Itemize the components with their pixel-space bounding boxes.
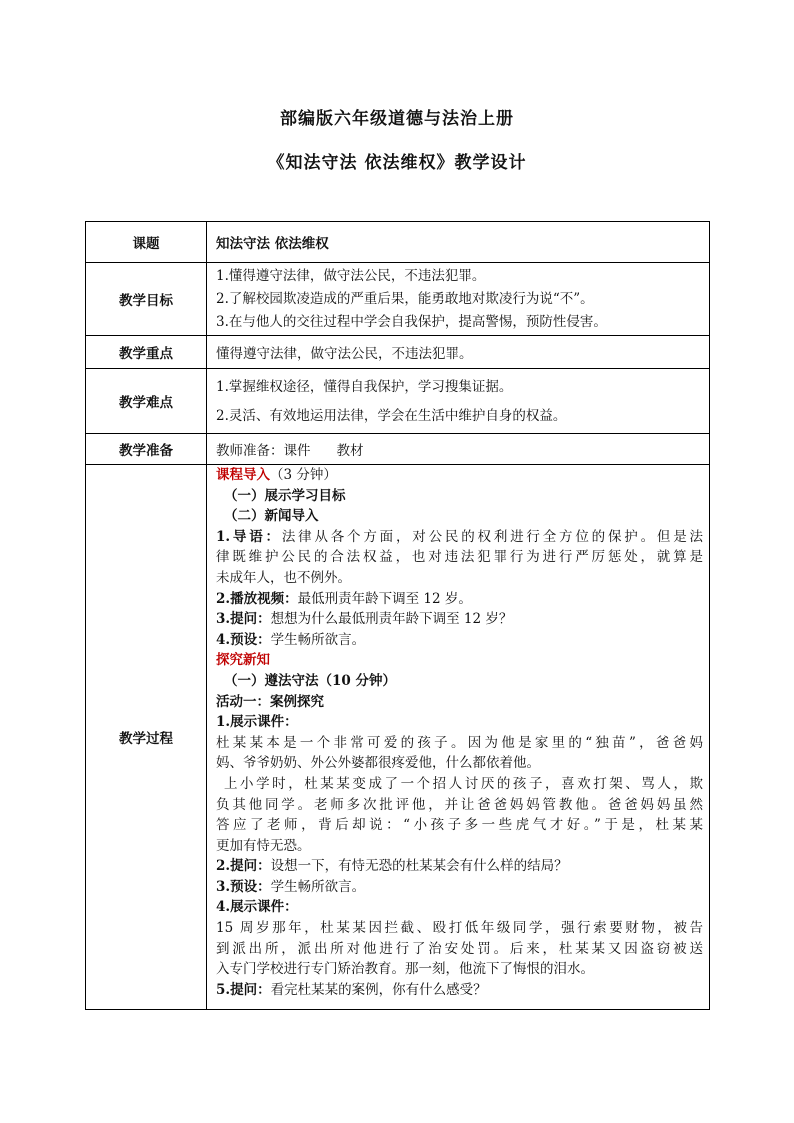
lesson-plan-table (85, 221, 710, 1010)
focus-label: 教学重点 (86, 336, 207, 369)
case-text: 入专门学校进行专门矫治教育。那一刻，他流下了悔恨的泪水。 (216, 961, 594, 978)
ask-label: 2.提问： (216, 858, 271, 875)
guide-text: 律既维护公民的合法权益，也对违法犯罪行为进行严厉惩处，就算是 (216, 549, 703, 566)
table-row-goals (86, 263, 710, 336)
ask-label: 3.提问： (216, 611, 271, 628)
ask-label: 5.提问： (216, 981, 271, 998)
preset-text: 学生畅所欲言。 (270, 878, 366, 895)
preset-label: 4.预设： (216, 631, 271, 648)
difficulty-content (207, 369, 710, 434)
ask-text: 想想为什么最低刑责年龄下调至 12 岁？ (270, 611, 513, 628)
process-content (207, 465, 710, 1010)
guide-text: 未成年人，也不例外。 (216, 569, 351, 586)
difficulty-label: 教学难点 (86, 369, 207, 434)
goals-content (207, 263, 710, 336)
prep-content (207, 434, 710, 465)
video-text: 最低刑责年龄下调至 12 岁。 (297, 590, 472, 607)
case-text: 负其他同学。老师多次批评他，并让爸爸妈妈管教他。爸爸妈妈虽然 (216, 796, 703, 813)
difficulty-item: 2.灵活、有效地运用法律，学会在生活中维护自身的权益。 (216, 408, 567, 424)
topic-value: 知法守法 依法维权 (207, 222, 710, 263)
difficulty-item: 1.掌握维权途径，懂得自我保护，学习搜集证据。 (216, 379, 513, 395)
table-row-focus (86, 336, 710, 369)
process-label: 教学过程 (86, 465, 207, 1010)
guide-text: 法律从各个方面，对公民的权利进行全方位的保护。但是法 (281, 528, 704, 545)
case-text: 答应了老师，背后却说：“小孩子多一些虎气才好。”于是，杜某某 (216, 817, 703, 834)
guide-label: 1.导语： (216, 528, 282, 545)
intro-heading: 课程导入 (216, 467, 270, 483)
focus-value: 懂得遵守法律，做守法公民，不违法犯罪。 (207, 336, 710, 369)
video-label: 2.播放视频： (216, 590, 298, 607)
document-subtitle: 《知法守法 依法维权》教学设计 (267, 153, 527, 173)
table-row-prep (86, 434, 710, 465)
topic-label: 课题 (86, 222, 207, 263)
prep-label: 教学准备 (86, 434, 207, 465)
table-row-topic (86, 222, 710, 263)
case-text: 上小学时，杜某某变成了一个招人讨厌的孩子，喜欢打架、骂人，欺 (224, 775, 703, 792)
show-slides-label: 4.展示课件： (216, 899, 298, 916)
intro-sub-news: （二）新闻导入 (224, 508, 319, 525)
goals-label: 教学目标 (86, 263, 207, 336)
goal-item: 3.在与他人的交往过程中学会自我保护，提高警惕，预防性侵害。 (216, 314, 607, 330)
ask-text: 看完杜某某的案例，你有什么感受？ (270, 981, 487, 998)
activity-heading: 活动一：案例探究 (216, 693, 324, 710)
explore-heading: 探究新知 (216, 652, 270, 669)
intro-sub-goals: （一）展示学习目标 (224, 487, 346, 504)
goal-item: 2.了解校园欺凌造成的严重后果，能勇敢地对欺凌行为说“不”。 (216, 291, 594, 307)
show-slides-label: 1.展示课件： (216, 714, 298, 731)
prep-material: 教材 (336, 443, 364, 459)
prep-teacher: 教师准备：课件 (216, 443, 311, 459)
table-row-process (86, 465, 710, 1010)
explore-sub-law: （一）遵法守法（10 分钟） (224, 672, 396, 689)
case-text: 杜某某本是一个非常可爱的孩子。因为他是家里的“独苗”，爸爸妈 (216, 734, 703, 751)
case-text: 妈、爷爷奶奶、外公外婆都很疼爱他，什么都依着他。 (216, 755, 540, 772)
document-title: 部编版六年级道德与法治上册 (280, 109, 514, 129)
case-text: 15 周岁那年，杜某某因拦截、殴打低年级同学，强行索要财物，被告 (216, 920, 703, 937)
case-text: 到派出所，派出所对他进行了治安处罚。后来，杜某某又因盗窃被送 (216, 940, 703, 957)
preset-label: 3.预设： (216, 878, 271, 895)
case-text: 更加有恃无恐。 (216, 837, 311, 854)
ask-text: 设想一下，有恃无恐的杜某某会有什么样的结局？ (270, 858, 568, 875)
intro-time: （3 分钟） (270, 467, 337, 483)
table-row-difficulty (86, 369, 710, 434)
goal-item: 1.懂得遵守法律，做守法公民，不违法犯罪。 (216, 268, 486, 284)
preset-text: 学生畅所欲言。 (270, 631, 366, 648)
